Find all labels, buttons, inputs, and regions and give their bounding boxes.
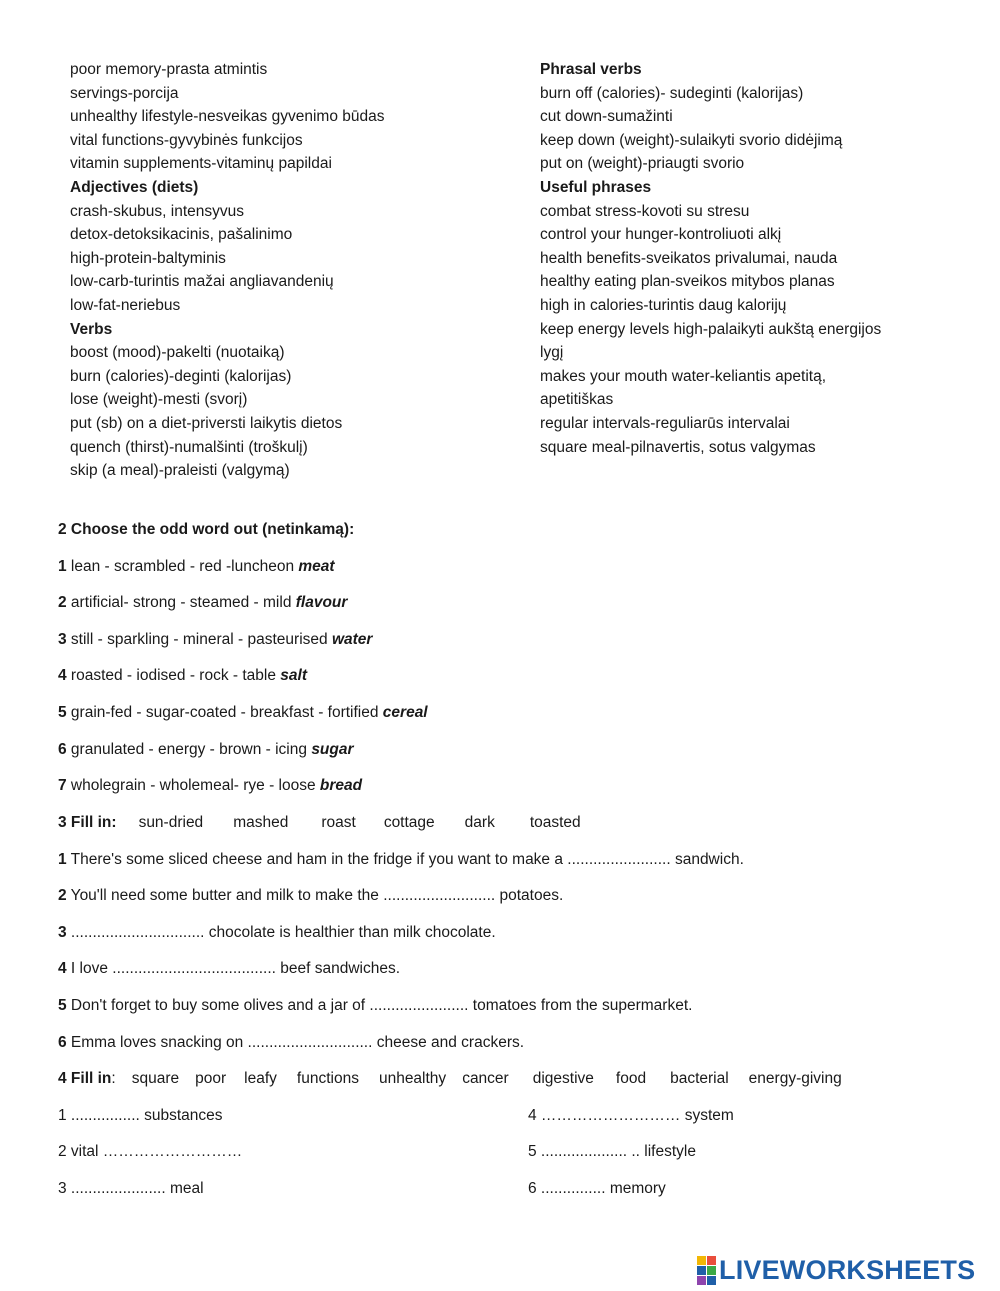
vocab-left-column <box>70 58 510 483</box>
vocab-line: high-protein-baltyminis <box>70 249 226 267</box>
vocab-line: healthy eating plan-sveikos mitybos planas <box>540 273 835 291</box>
exercise-2-item <box>58 777 362 795</box>
item-text: You'll need some butter and milk to make the .......................... potatoes. <box>66 887 564 904</box>
section-heading-useful-phrases: Useful phrases <box>540 178 652 196</box>
word-bank-item: unhealthy <box>378 1070 447 1087</box>
logo-tile <box>697 1276 706 1285</box>
exercise-2-heading: 2 Choose the odd word out (netinkamą): <box>58 521 355 538</box>
logo-tile <box>707 1266 716 1275</box>
item-text: lean - scrambled - red -luncheon <box>66 558 299 575</box>
vocab-line: lose (weight)-mesti (svorį) <box>70 391 248 409</box>
exercise-4-item: 6 ............... memory <box>528 1180 666 1197</box>
word-bank-item: bacterial <box>670 1070 729 1087</box>
item-text: roasted - iodised - rock - table <box>66 667 281 684</box>
word-bank-item: poor <box>195 1070 227 1087</box>
word-bank-item: mashed <box>233 814 289 831</box>
vocab-line: makes your mouth water-keliantis apetitą, <box>540 367 827 385</box>
vocab-line: detox-detoksikacinis, pašalinimo <box>70 226 293 244</box>
word-bank-item: functions <box>296 1070 359 1087</box>
exercise-4-wordbank <box>58 1070 842 1088</box>
word-bank-item: energy-giving <box>748 1070 842 1087</box>
exercise-2-item <box>58 558 335 576</box>
item-number: 5 <box>58 997 67 1014</box>
item-text: There's some sliced cheese and ham in the fridge if you want to make a ........................ sandwich. <box>66 851 744 868</box>
exercise-4-heading: 4 Fill in <box>58 1070 112 1087</box>
vocab-line: control your hunger-kontroliuoti alkį <box>540 226 782 244</box>
exercise-2-item <box>58 741 354 759</box>
item-keyword: water <box>331 631 373 648</box>
vocab-line: quench (thirst)-numalšinti (troškulį) <box>70 438 308 456</box>
word-bank-item: cottage <box>383 814 435 831</box>
section-heading-phrasal-verbs: Phrasal verbs <box>540 61 642 78</box>
vocab-line: health benefits-sveikatos privalumai, nauda <box>540 249 838 267</box>
vocab-line: servings-porcija <box>70 84 179 102</box>
vocab-line: square meal-pilnavertis, sotus valgymas <box>540 438 816 456</box>
word-bank-item: dark <box>464 814 495 831</box>
exercise-4-item: 1 ................ substances <box>58 1107 223 1124</box>
vocab-line: low-fat-neriebus <box>70 296 181 314</box>
item-text: Emma loves snacking on ............................. cheese and crackers. <box>66 1034 525 1051</box>
exercise-4-item: 3 ...................... meal <box>58 1180 204 1197</box>
vocab-line: vital functions-gyvybinės funkcijos <box>70 131 303 149</box>
item-text: granulated - energy - brown - icing <box>66 741 312 758</box>
exercise-3-wordbank <box>58 814 581 832</box>
exercise-3-item <box>58 851 744 869</box>
vocab-line: apetitiškas <box>540 391 614 409</box>
item-keyword: sugar <box>311 741 354 758</box>
item-text: artificial- strong - steamed - mild <box>66 594 296 611</box>
vocab-right-column <box>540 58 920 459</box>
exercise-2-item <box>58 704 428 722</box>
item-number: 1 <box>58 558 67 575</box>
section-heading-adjectives: Adjectives (diets) <box>70 178 199 196</box>
exercise-4-item: 5 .................... .. lifestyle <box>528 1143 696 1160</box>
item-text: I love ...................................... beef sandwiches. <box>66 960 401 977</box>
logo-text: LIVEWORKSHEETS <box>719 1254 976 1285</box>
item-number: 3 <box>58 924 67 941</box>
vocab-line: unhealthy lifestyle-nesveikas gyvenimo būdas <box>70 108 385 126</box>
vocab-line: keep energy levels high-palaikyti aukštą energijos <box>540 320 882 338</box>
vocab-line: regular intervals-reguliarūs intervalai <box>540 414 790 432</box>
logo-tile <box>697 1266 706 1275</box>
item-text: ............................... chocolate is healthier than milk chocolate. <box>66 924 496 941</box>
item-text: grain-fed - sugar-coated - breakfast - fortified <box>66 704 383 721</box>
vocab-line: cut down-sumažinti <box>540 108 673 126</box>
item-number: 4 <box>58 960 67 977</box>
exercise-4-item: 4 ……………………… system <box>528 1107 734 1124</box>
vocab-line: put (sb) on a diet-priversti laikytis dietos <box>70 414 343 432</box>
item-number: 6 <box>58 741 67 758</box>
item-number: 4 <box>58 667 67 684</box>
word-bank-item: digestive <box>532 1070 594 1087</box>
item-text: still - sparkling - mineral - pasteurised <box>66 631 332 648</box>
logo-tile <box>707 1256 716 1265</box>
exercise-3-item <box>58 924 496 942</box>
vocab-line: crash-skubus, intensyvus <box>70 202 245 220</box>
item-number: 2 <box>58 594 67 611</box>
vocab-line: combat stress-kovoti su stresu <box>540 202 750 220</box>
exercise-4-item: 2 vital ……………………… <box>58 1143 243 1160</box>
vocab-line: vitamin supplements-vitaminų papildai <box>70 155 332 173</box>
exercise-3-item <box>58 1034 524 1052</box>
logo-mark-icon <box>697 1256 716 1285</box>
vocab-line: high in calories-turintis daug kalorijų <box>540 296 787 314</box>
item-number: 5 <box>58 704 67 721</box>
exercise-2-item <box>58 667 307 685</box>
vocab-line: burn off (calories)- sudeginti (kalorijas) <box>540 84 804 102</box>
word-bank-item: roast <box>321 814 356 831</box>
item-text: Don't forget to buy some olives and a jar of ....................... tomatoes from the supermarket. <box>66 997 693 1014</box>
liveworksheets-logo[interactable] <box>697 1255 975 1285</box>
vocab-line: poor memory-prasta atmintis <box>70 61 268 78</box>
exercise-3-item <box>58 960 400 978</box>
item-keyword: meat <box>298 558 335 575</box>
item-number: 6 <box>58 1034 67 1051</box>
exercise-3-heading: 3 Fill in: <box>58 814 117 831</box>
item-number: 2 <box>58 887 67 904</box>
item-keyword: cereal <box>382 704 428 721</box>
heading-colon: : <box>111 1070 116 1087</box>
logo-tile <box>697 1256 706 1265</box>
exercise-2-item <box>58 594 347 612</box>
logo-tile <box>707 1276 716 1285</box>
item-text: wholegrain - wholemeal- rye - loose <box>66 777 320 794</box>
word-bank-item: food <box>615 1070 647 1087</box>
vocab-line: skip (a meal)-praleisti (valgymą) <box>70 462 290 480</box>
vocab-line: keep down (weight)-sulaikyti svorio didėjimą <box>540 131 843 149</box>
vocab-line: boost (mood)-pakelti (nuotaiką) <box>70 344 285 362</box>
exercise-3-item <box>58 997 692 1015</box>
exercise-3-item <box>58 887 563 905</box>
vocab-line: burn (calories)-deginti (kalorijas) <box>70 367 292 385</box>
vocab-line: lygį <box>540 344 564 362</box>
item-number: 1 <box>58 851 67 868</box>
vocab-line: low-carb-turintis mažai angliavandenių <box>70 273 334 291</box>
vocab-line: put on (weight)-priaugti svorio <box>540 155 745 173</box>
item-keyword: salt <box>280 667 307 684</box>
item-keyword: flavour <box>295 594 348 611</box>
item-number: 3 <box>58 631 67 648</box>
word-bank-item: toasted <box>529 814 581 831</box>
exercise-2-item <box>58 631 372 649</box>
word-bank-item: cancer <box>462 1070 509 1087</box>
item-keyword: bread <box>319 777 363 794</box>
word-bank-item: square <box>131 1070 180 1087</box>
word-bank-item: leafy <box>244 1070 277 1087</box>
section-heading-verbs: Verbs <box>70 320 113 338</box>
word-bank-item: sun-dried <box>138 814 204 831</box>
item-number: 7 <box>58 777 67 794</box>
